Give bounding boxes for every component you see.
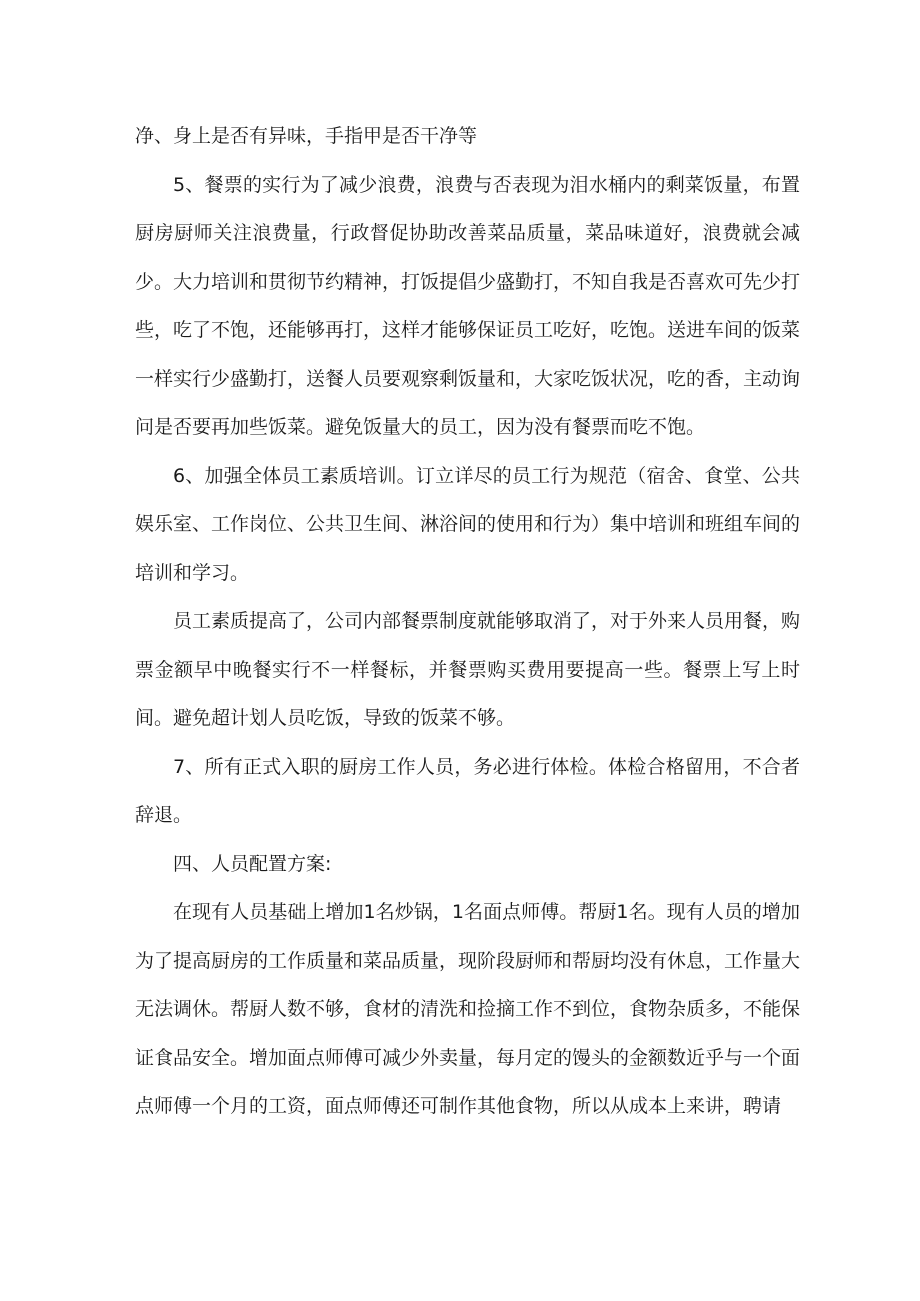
paragraph-staff-quality: 员工素质提高了，公司内部餐票制度就能够取消了，对于外来人员用餐，购票金额早中晚餐实行不一样餐标，并餐票购买费用要提高一些。餐票上写上时间。避免超计划人员吃饭，导致的饭菜不够。 [135, 610, 801, 729]
section-heading-staffing-plan: 四、人员配置方案: [173, 852, 332, 875]
document-body [135, 112, 800, 1131]
paragraph-item-5-meal-tickets: 5、餐票的实行为了减少浪费，浪费与否表现为泪水桶内的剩菜饭量，布置厨房厨师关注浪费量，行政督促协助改善菜品质量，菜品味道好，浪费就会减少。大力培训和贯彻节约精神，打饭提倡少盛勤打，不知自我是否喜欢可先少打些，吃了不饱，还能够再打，这样才能够保证员工吃好，吃饱。送进车间的饭菜一样实行少盛勤打，送餐人员要观察剩饭量和，大家吃饭状况，吃的香，主动询问是否要再加些饭菜。避免饭量大的员工，因为没有餐票而吃不饱。 [135, 173, 801, 438]
paragraph-continuation: 净、身上是否有异味，手指甲是否干净等 [135, 125, 478, 147]
paragraph-item-7-health-check: 7、所有正式入职的厨房工作人员，务必进行体检。体检合格留用，不合者辞退。 [135, 755, 800, 826]
paragraph-staffing-details: 在现有人员基础上增加1名炒锅，1名面点师傅。帮厨1名。现有人员的增加为了提高厨房的工作质量和菜品质量，现阶段厨师和帮厨均没有休息，工作量大无法调休。帮厨人数不够，食材的清洗和捡摘工作不到位，食物杂质多，不能保证食品安全。增加面点师傅可减少外卖量，每月定的馒头的金额数近乎与一个面点师傅一个月的工资，面点师傅还可制作其他食物，所以从成本上来讲，聘请 [135, 901, 801, 1117]
paragraph-item-6-staff-training: 6、加强全体员工素质培训。订立详尽的员工行为规范（宿舍、食堂、公共娱乐室、工作岗位、公共卫生间、淋浴间的使用和行为）集中培训和班组车间的培训和学习。 [135, 464, 801, 584]
